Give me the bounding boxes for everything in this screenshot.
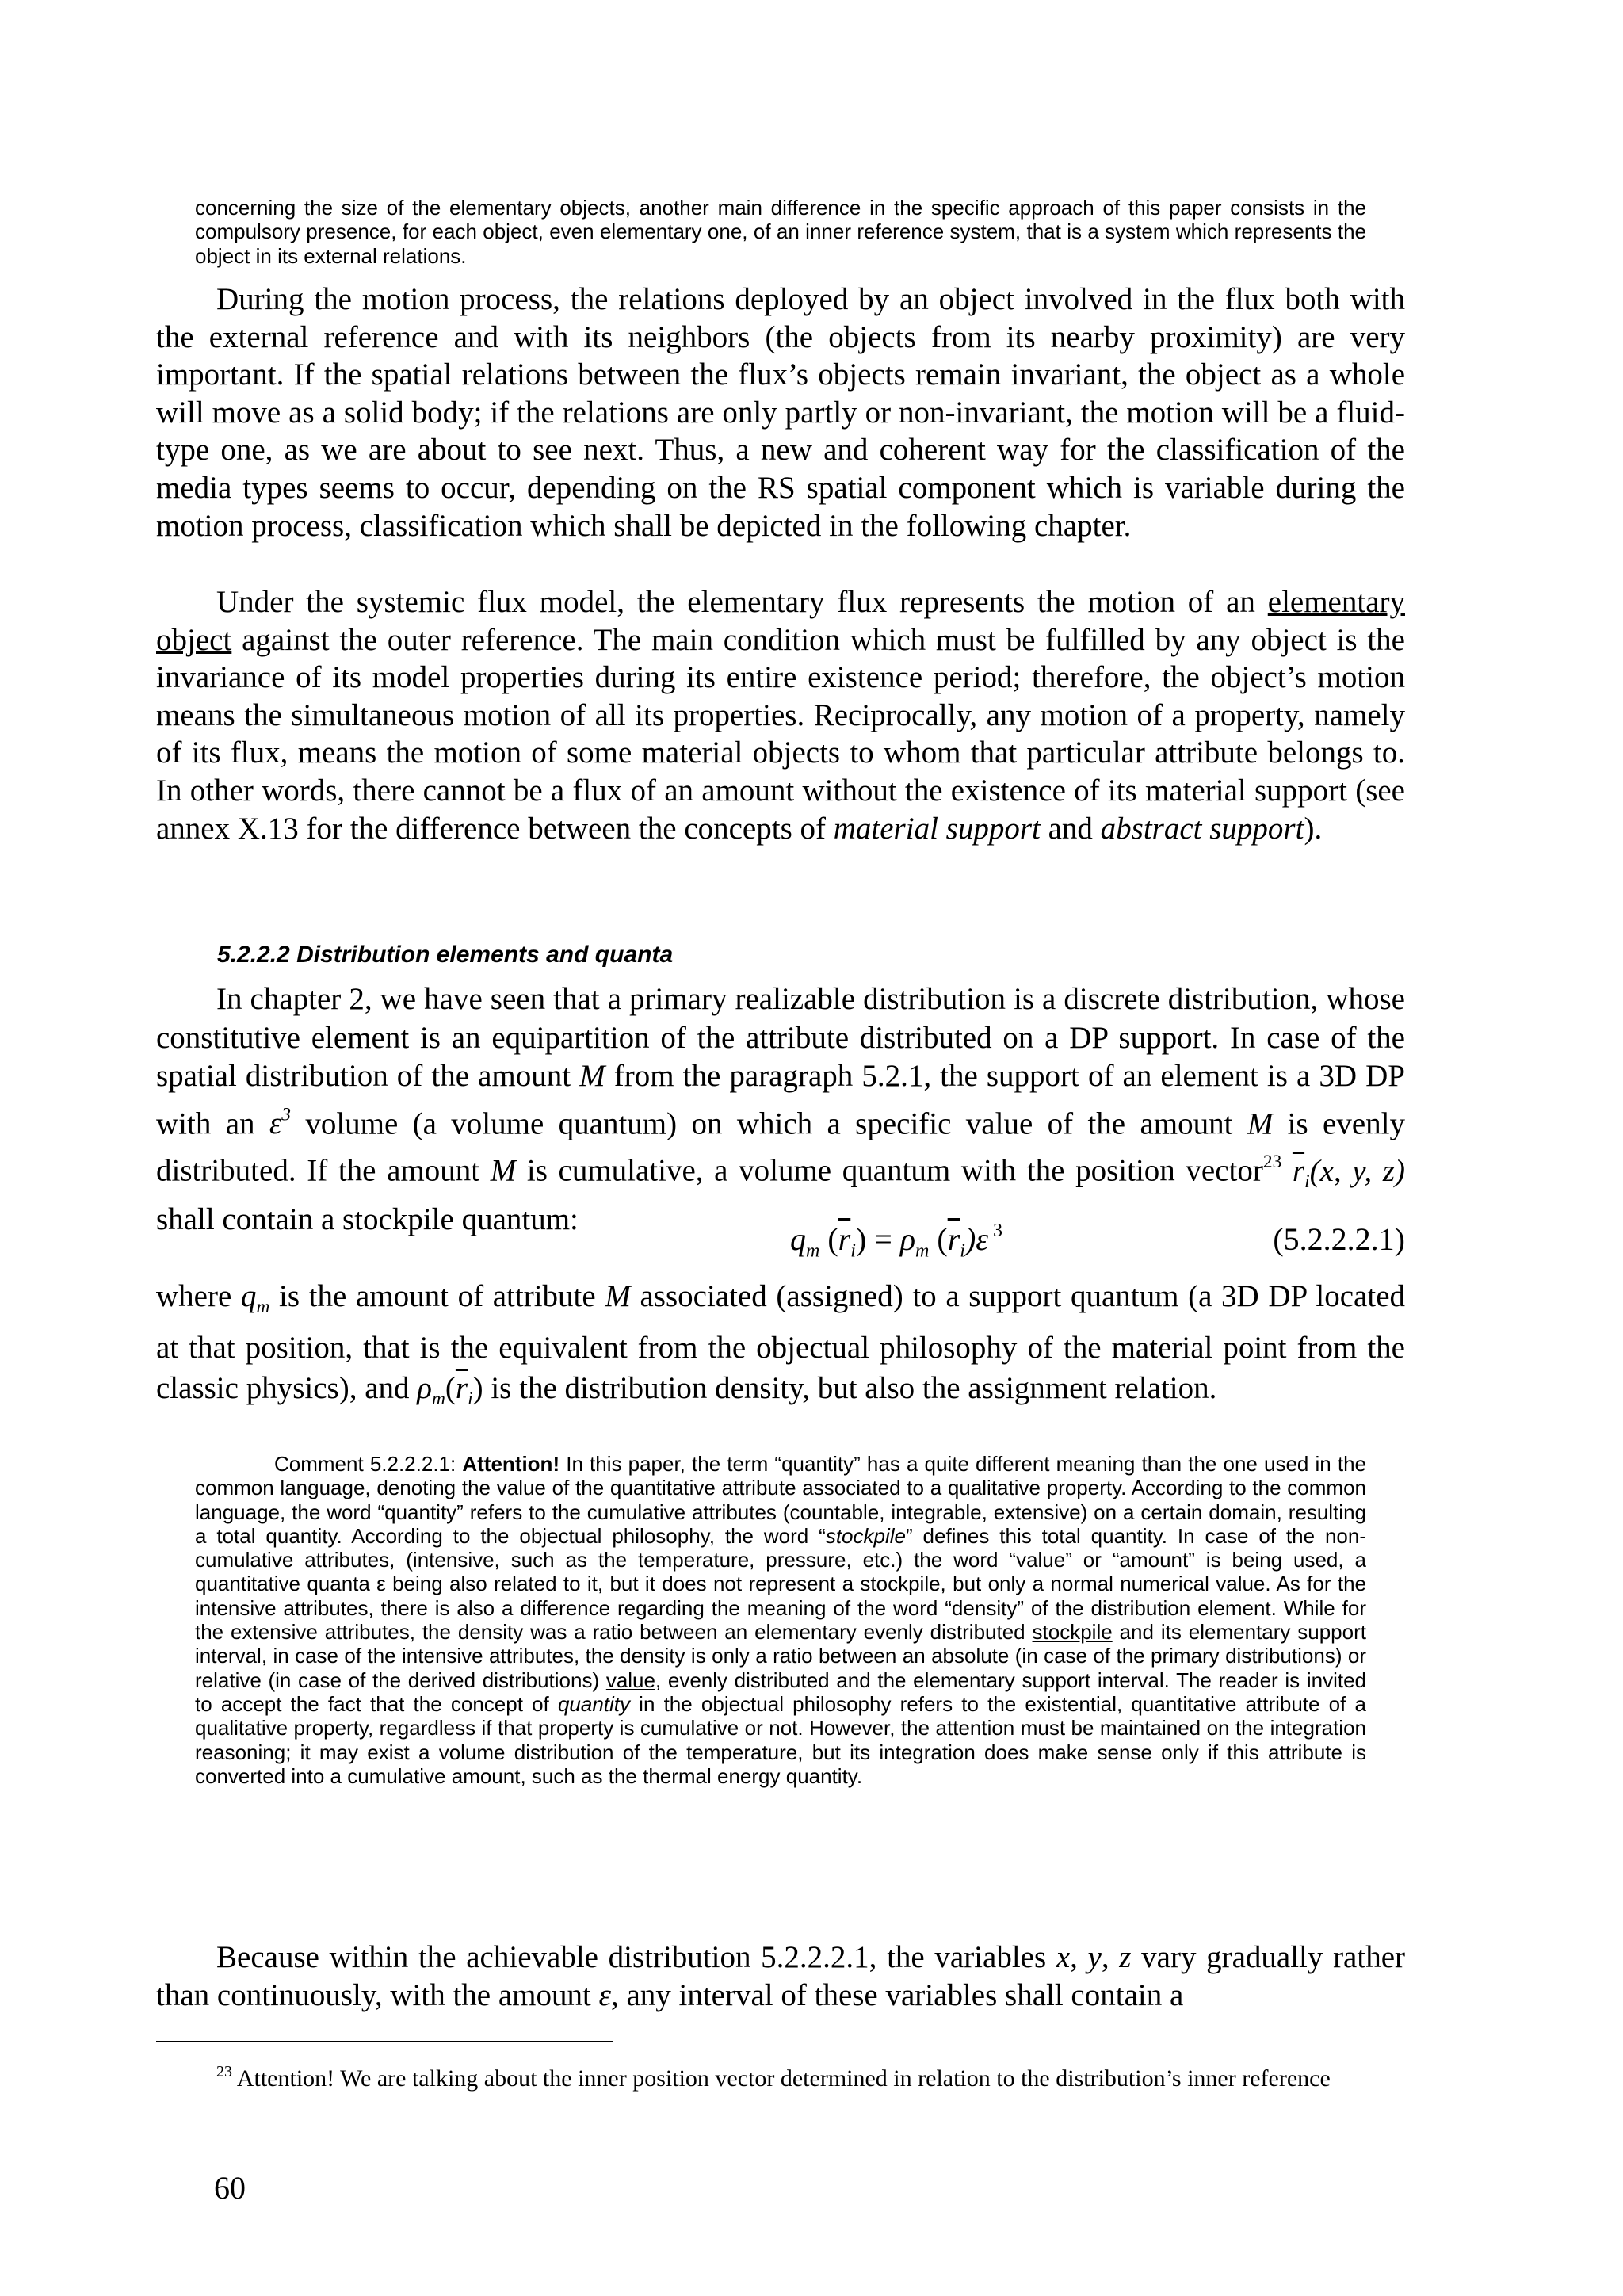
continued-comment-text: concerning the size of the elementary objects, another main difference in the specific approach of this paper consists in the compulsory presence, for each object, even elementary one, of an inner reference system, that is a system which represents the object in its external relations. <box>195 196 1366 268</box>
footnote-separator <box>156 2041 613 2042</box>
paragraph-motion-process: During the motion process, the relations deployed by an object involved in the flux both with the external reference and with its neighbors (the objects from its nearby proximity) are very important. If the spatial relations between the flux’s objects remain invariant, the object as a whole will move as a solid body; if the relations are only partly or non-invariant, the motion will be a fluid-type one, as we are about to see next. Thus, a new and coherent way for the classification of the media types seems to occur, depending on the RS spatial component which is variable during the motion process, classification which shall be depicted in the following chapter. <box>156 282 1405 543</box>
paragraph-where-definition: where $q_m$ is the amount of attribute M associated (assigned) to a support quantum (a 3D DP located at that position, that is the equivalent from the objectual philosophy of the material point from the classic physics), and $\rho_m(\overline{r}_i)$ is the distribution density, but also the assignment relation. <box>156 1279 1406 1410</box>
paragraph-achievable-distribution: Because within the achievable distribution 5.2.2.2.1, the variables x, y, z vary gradually rather than continuously, with the amount ε, any interval of these variables shall contain a <box>156 1940 1405 2012</box>
paragraph-distribution-elements: In chapter 2, we have seen that a primary realizable distribution is a discrete distribution, whose constitutive element is an equipartition of the attribute distributed on a DP support. In case of the spatial distribution of the amount M from the paragraph 5.2.1, the support of an element is a 3D DP with an $\varepsilon^3$ volume (a volume quantum) on which a specific value of the amount M is evenly distributed. If the amount M is cumulative, a volume quantum with the position vector$^{23}$ $\overline{r}_i(x$, y, z) shall contain a stockpile quantum: <box>156 982 1405 1237</box>
footnote-23: $^{23}$ Attention! We are talking about the inner position vector determined in relation to the distribution’s inner reference <box>216 2063 1331 2092</box>
attention-label: Attention! <box>462 1452 560 1476</box>
comment-attention-block: Comment 5.2.2.2.1: Attention! In this paper, the term “quantity” has a quite different meaning than the one used in the common language, denoting the value of the quantitative attribute associated to a qualitative property. According to the common language, the word “quantity” refers to the cumulative attributes (countable, integrable, extensive) on a certain domain, resulting a total quantity. According to the objectual philosophy, the word “stockpile” defines this total quantity. In case of the non-cumulative attributes, (intensive, such as the temperature, pressure, etc.) the word “value” or “amount” is being used, a quantitative quanta ε being also related to it, but it does not represent a stockpile, but only a normal numerical value. As for the intensive attributes, there is also a difference regarding the meaning of the word “density” of the distribution element. While for the extensive attributes, the density was a ratio between an elementary evenly distributed stockpile and its elementary support interval, in case of the intensive attributes, the density is only a ratio between an absolute (in case of the primary distributions) or relative (in case of the derived distributions) value, evenly distributed and the elementary support interval. The reader is invited to accept the fact that the concept of quantity in the objectual philosophy refers to the existential, quantitative attribute of a qualitative property, regardless if that property is cumulative or not. However, the attention must be maintained on the integration reasoning; it may exist a volume distribution of the temperature, but its integration does make sense only if this attribute is converted into a cumulative amount, such as the thermal energy quantity. <box>195 1452 1366 1788</box>
section-heading: 5.2.2.2 Distribution elements and quanta <box>217 942 674 968</box>
epsilon-symbol: $\varepsilon^3$ <box>269 1104 291 1140</box>
equation-number: (5.2.2.2.1) <box>1273 1221 1405 1257</box>
position-vector: $\overline{r}_i(x$, y, z) <box>1292 1153 1405 1192</box>
paragraph-systemic-flux: Under the systemic flux model, the elementary flux represents the motion of an elementary object against the outer reference. The main condition which must be fulfilled by any object is the invariance of its model properties during its entire existence period; therefore, the object’s motion means the simultaneous motion of all its properties. Reciprocally, any motion of a property, namely of its flux, means the motion of some material objects to whom that particular attribute belongs to. In other words, there cannot be a flux of an amount without the existence of its material support (see annex X.13 for the difference between the concepts of material support and abstract support). <box>156 585 1405 846</box>
equation-5-2-2-2-1 <box>156 1221 1405 1265</box>
footnote-number: 23 <box>216 2063 232 2080</box>
q-m-symbol: $q_m$ <box>240 1279 270 1318</box>
page-number: 60 <box>214 2170 246 2206</box>
density-symbol: $\rho_m(\overline{r}_i)$ <box>417 1371 483 1410</box>
stockpile-quantum-formula: $q_m$ $(\overline{r}_i) = \rho_m$ $(\overline{r}_i)\varepsilon$ $^3$ <box>790 1221 1003 1262</box>
elementary-object-term: elementary object <box>156 585 1405 657</box>
footnote-reference: 23 <box>1262 1152 1282 1173</box>
